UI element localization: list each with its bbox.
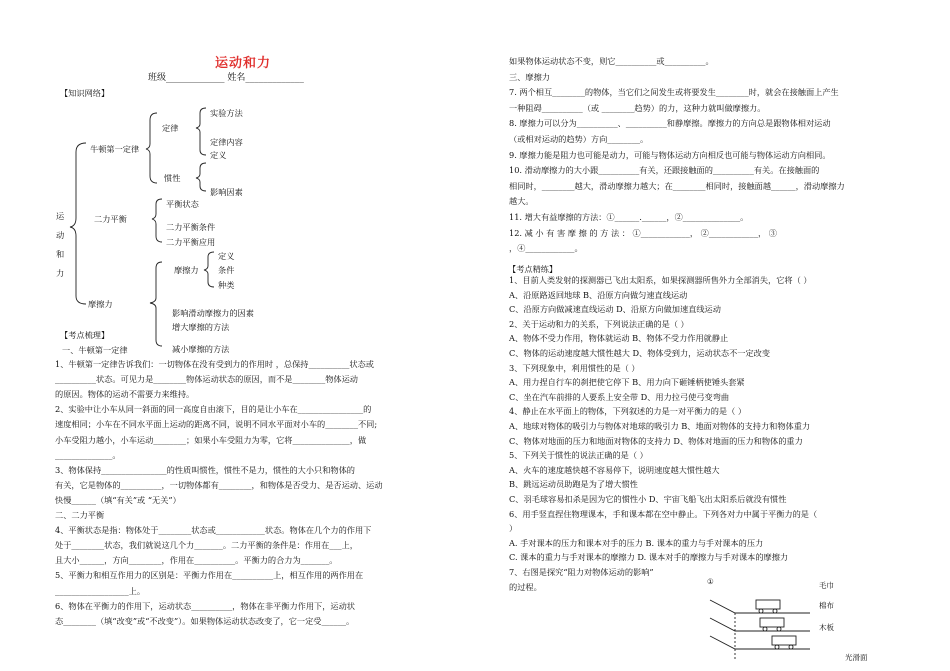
text-line: __________状态。可见力是________物体运动状态的原因，而不是________物体运动 — [55, 374, 358, 385]
text-line: 速度相同；小车在不同水平面上运动的距离不同，说明不同水平面对小车的________不同; — [55, 419, 378, 430]
review-heading: 【考点梳理】 — [60, 330, 110, 340]
tree-leaf: 条件 — [218, 265, 235, 275]
tree-leaf: 减小摩擦的方法 — [172, 344, 230, 354]
text-line: 一种阻碍__________（或 ________趋势）的力，这种力就叫做摩擦力。 — [509, 102, 766, 113]
text-line: 越大。 — [509, 196, 534, 207]
text-line: 11. 增大有益摩擦的方法：①______.______，②______________。 — [509, 212, 749, 222]
practice-heading: 【考点精练】 — [508, 264, 558, 274]
text-line: 6、物体在平衡力的作用下，运动状态__________，物体在非平衡力作用下，运动状 — [55, 600, 355, 611]
question-line: C、羽毛球容易扣杀是因为它的惯性小 D、宇宙飞船飞出太阳系后就没有惯性 — [509, 494, 787, 504]
question-line: C. 课本的重力与手对课本的摩擦力 D. 课本对手的摩擦力与手对课本的摩擦力 — [509, 552, 789, 563]
text-line: 处于________状态，我们就说这几个力_______。二力平衡的条件是：作用在___上， — [55, 540, 358, 551]
text-line: 2、实验中让小车从同一斜面的同一高度自由滚下，目的是让小车在________________的 — [55, 404, 372, 415]
question-line: C、物体对地面的压力和地面对物体的支持力 D、物体对地面的压力和物体的重力 — [509, 435, 803, 446]
tree-leaf: 定律内容 — [210, 137, 243, 147]
tree-root-char: 力 — [56, 268, 65, 278]
text-line: 8. 摩擦力可以分为__________、__________和静摩擦。摩擦力的方向总是跟物体相对运动 — [509, 118, 831, 129]
question-line: 4、静止在水平面上的物体，下列叙述的力是一对平衡力的是（ ） — [509, 406, 747, 417]
section-heading: 一、牛顿第一定律 — [62, 345, 128, 355]
text-line: 7. 两个相互________的物体，当它们之间发生或将要发生________时，就会在接触面上产生 — [509, 87, 839, 98]
tree-root-char: 动 — [56, 230, 65, 240]
question-line: C、物体的运动速度越大惯性越大 D、物体受到力，运动状态不一定改变 — [509, 348, 771, 358]
surface-label-cotton: 棉布 — [819, 601, 834, 610]
text-line: 二、二力平衡 — [55, 510, 105, 520]
text-line: 的原因。物体的运动不需要力来维持。 — [55, 389, 195, 400]
knowledge-net-heading: 【知识网络】 — [60, 88, 110, 98]
text-line: 5、平衡力和相互作用力的区别是：平衡力作用在__________上，相互作用的两作用在 — [55, 570, 364, 581]
question-line: 6、用手竖直捏住物理课本，手和课本都在空中静止。下列各对力中属于平衡力的是（ — [509, 508, 818, 519]
question-line: 7、右图是探究“阻力对物体运动的影响” — [509, 567, 654, 577]
question-line: 1、目前人类发射的探测器已飞出太阳系，如果探测器所售外力全部消失，它将（ ） — [509, 275, 812, 285]
text-line: 快慢______（填“有关”或 “无关”） — [55, 494, 181, 505]
text-line: 1、牛顿第一定律告诉我们：一切物体在没有受到力的作用时 ，总保持__________状态或 — [55, 359, 374, 369]
text-line: 小车受阻力越小，小车运动________；如果小车受阻力为零，它将______________，做 — [55, 434, 367, 445]
text-line: 且大小______，方向________，作用在__________。平衡力的合力为_______。 — [55, 555, 338, 566]
text-line: ______________。 — [55, 449, 121, 460]
text-line: 态________（填“改变”或“不改变”）。如果物体运动状态改变了，它一定受______。 — [55, 615, 355, 626]
tree-node-friction-sub: 摩擦力 — [174, 265, 199, 275]
question-line: A、地球对物体的吸引力与物体对地球的吸引力 B、地面对物体的支持力和物体重力 — [509, 421, 811, 431]
text-line: 有关，它是物体的__________，一切物体都有________，和物体是否受力、是否运动、运动 — [55, 479, 383, 490]
figure-number: ① — [707, 577, 714, 586]
text-line: 3、物体保持________________的性质叫惯性，惯性不是力，惯性的大小只和物体的 — [55, 464, 355, 475]
tree-root-char: 运 — [56, 211, 65, 221]
text-line: 三、摩擦力 — [509, 71, 550, 82]
question-line: C、坐在汽车前排的人要系上安全带 D、用力拉弓使弓变弯曲 — [509, 391, 730, 402]
text-line: 10. 滑动摩擦力的大小跟__________有关，还跟接触面的__________有关。在接触面的 — [509, 165, 820, 176]
question-line: A、物体不受力作用，物体就运动 B、物体不受力作用就静止 — [509, 333, 729, 344]
text-line: 相同时，________越大，滑动摩擦力越大；在________相同时，接触面越______，滑动摩擦力 — [509, 180, 845, 191]
text-line: 4、平衡状态是指：物体处于________状态或____________状态。物体在几个力的作用下 — [55, 525, 372, 536]
question-line: A、用力捏自行车的刹把使它停下 B、用力向下砸锤柄使锤头套紧 — [509, 377, 745, 388]
tree-leaf: 实验方法 — [210, 108, 243, 118]
tree-leaf: 定义 — [218, 251, 235, 261]
tree-leaf: 平衡状态 — [166, 199, 199, 209]
page-title: 运动和力 — [215, 56, 272, 71]
class-name-line: 班级_____________ 姓名_____________ — [148, 73, 304, 83]
question-line: A. 手对课本的压力和课本对手的压力 B. 课本的重力与手对课本的压力 — [509, 537, 764, 548]
surface-label-smooth: 光滑面 — [845, 653, 868, 662]
tree-leaf: 影响滑动摩擦力的因素 — [172, 308, 254, 318]
tree-node-inertia: 惯性 — [164, 173, 181, 183]
surface-label-towel: 毛巾 — [819, 581, 834, 590]
text-line: 如果物体运动状态不变，则它__________或__________。 — [509, 56, 714, 66]
tree-leaf: 影响因素 — [210, 187, 243, 197]
question-line: 5、下列关于惯性的说法正确的是（ ） — [509, 450, 648, 461]
question-line: A、火车的速度越快越不容易停下，说明速度越大惯性越大 — [509, 464, 720, 475]
question-line: C、沿原方向做减速直线运动 D、沿原方向做加速直线运动 — [509, 304, 721, 315]
question-line: 3、下列现象中，利用惯性的是（ ） — [509, 362, 640, 373]
tree-node-law: 定律 — [162, 123, 179, 133]
tree-node-newton: 牛顿第一定律 — [90, 144, 140, 154]
tree-node-friction: 摩擦力 — [88, 299, 113, 309]
text-line: 12. 减 小 有 害 摩 擦 的 方 法 ： ①____________， ②____________， ③ — [509, 227, 777, 238]
text-line: __________________上。 — [55, 585, 146, 596]
tree-leaf: 增大摩擦的方法 — [172, 322, 230, 332]
question-line: 的过程。 — [509, 581, 542, 592]
question-line: B、跳远运动员助跑是为了增大惯性 — [509, 479, 638, 490]
tree-leaf: 定义 — [210, 150, 227, 160]
tree-node-balance: 二力平衡 — [94, 214, 127, 224]
tree-leaf: 二力平衡应用 — [166, 237, 216, 247]
text-line: 9. 摩擦力能是阻力也可能是动力，可能与物体运动方向相反也可能与物体运动方向相同。 — [509, 149, 831, 160]
question-line: ） — [509, 523, 518, 534]
tree-root-char: 和 — [56, 249, 65, 259]
question-line: 2、关于运动和力的关系，下列说法正确的是（ ） — [509, 318, 689, 329]
question-line: A、沿原路返回地球 B、沿原方向做匀速直线运动 — [509, 289, 688, 300]
text-line: ，④____________。 — [509, 243, 583, 254]
tree-leaf: 二力平衡条件 — [166, 222, 216, 232]
text-line: （或相对运动的趋势）方向________。 — [509, 134, 649, 144]
tree-leaf: 种类 — [218, 280, 235, 290]
surface-label-wood: 木板 — [819, 623, 834, 632]
